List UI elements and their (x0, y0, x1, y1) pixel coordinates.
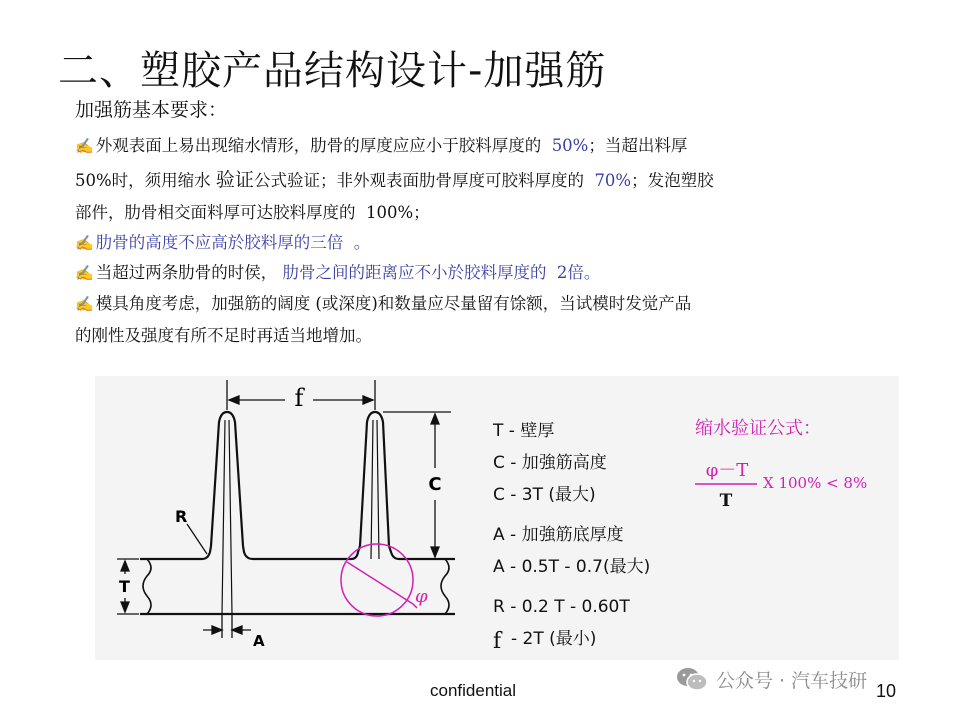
text-segment: 公式验证；非外观表面肋骨厚度可胶料厚度的 (253, 171, 595, 190)
label-r: R (175, 507, 188, 526)
legend-item: A - 0.5T - 0.7(最大) (493, 557, 651, 577)
label-phi: φ (415, 586, 428, 607)
rib-design-figure (95, 376, 899, 660)
arrow-head (431, 414, 439, 424)
text-line-4 (75, 229, 370, 257)
formula-title: 缩水验证公式： (695, 418, 821, 439)
dim-r-leader (187, 524, 207, 554)
wechat-icon (676, 666, 708, 692)
arrow-head (431, 547, 439, 557)
text-line-6 (75, 290, 691, 318)
rib-right (360, 412, 389, 546)
arrow-head (121, 561, 129, 571)
text-highlight: 。 (353, 233, 371, 252)
label-t: T (119, 577, 130, 596)
legend-item: - 2T (最小) (511, 629, 597, 649)
formula-numerator: φ－T (705, 460, 749, 481)
slide-title: 二、塑胶产品结构设计-加强筋 (58, 48, 607, 94)
legend-f-symbol: f (493, 629, 502, 654)
rib-left-inner-line (229, 420, 232, 614)
text-line-1 (75, 132, 687, 160)
formula-rest: X 100% < 8% (763, 474, 868, 492)
text-line-3 (75, 199, 430, 227)
arrow-head (363, 396, 373, 404)
base-plate-top-edge (243, 546, 360, 559)
text-segment: 的刚性及强度有所不足时再适当地增加。 (75, 326, 372, 345)
rib-left (211, 412, 243, 546)
watermark-text: 公众号 · 汽车技研 (716, 669, 868, 692)
footer-confidential: confidential (430, 681, 517, 700)
text-segment-large: 验证 (215, 169, 254, 191)
base-plate-top-edge (389, 546, 455, 559)
legend-item: T - 壁厚 (493, 421, 555, 441)
pen-icon: ✍ (75, 234, 94, 252)
text-highlight: 50% (551, 136, 589, 155)
pen-icon: ✍ (75, 137, 94, 155)
text-segment: ；当超出料厚 (588, 136, 688, 155)
text-segment: 当超过两条肋骨的时侯， (95, 263, 283, 282)
text-segment: 部件，肋骨相交面料厚可达胶料厚度的 100%； (75, 203, 430, 222)
phi-diameter-line (347, 562, 413, 604)
text-line-5 (75, 259, 600, 287)
page-number: 10 (876, 681, 897, 701)
legend-item: C - 3T (最大) (493, 485, 596, 505)
label-c: C (428, 474, 442, 495)
arrow-head (229, 396, 239, 404)
rib-left-inner-line (222, 420, 225, 614)
text-highlight: 肋骨的高度不应高於胶料厚的三倍 (95, 233, 354, 252)
break-line-right (441, 559, 449, 614)
formula-denominator: T (719, 491, 733, 511)
arrow-head (232, 626, 242, 634)
rib-right-inner-line (371, 420, 373, 559)
watermark (676, 664, 936, 694)
arrow-head (121, 602, 129, 612)
text-segment: 外观表面上易出现缩水情形，肋骨的厚度应应小于胶料厚度的 (95, 136, 552, 155)
rib-diagram (95, 376, 899, 660)
legend-item: A - 加強筋底厚度 (493, 525, 624, 545)
text-segment: 50%时，须用缩水 (75, 171, 216, 190)
text-highlight: 肋骨之间的距离应不小於胶料厚度的 2倍。 (282, 263, 601, 282)
text-line-2 (75, 166, 714, 195)
rib-right-inner-line (377, 420, 379, 559)
phi-circle (341, 544, 413, 616)
break-line-left (143, 559, 151, 614)
arrow-head (212, 626, 222, 634)
text-segment: 模具角度考虑，加强筋的阔度 (或深度)和数量应尽量留有馀额，当试模时发觉产品 (95, 294, 692, 313)
label-f-top: f (294, 384, 304, 412)
legend-item: C - 加強筋高度 (493, 453, 607, 473)
pen-icon: ✍ (75, 295, 94, 313)
legend-item: R - 0.2 T - 0.60T (493, 597, 630, 617)
base-plate-top-edge (140, 546, 211, 559)
text-line-7 (75, 322, 372, 350)
label-a: A (253, 632, 265, 650)
text-segment: ；发泡塑胶 (631, 171, 714, 190)
section-heading: 加强筋基本要求： (75, 99, 228, 121)
pen-icon: ✍ (75, 264, 94, 282)
text-highlight: 70% (594, 171, 632, 190)
